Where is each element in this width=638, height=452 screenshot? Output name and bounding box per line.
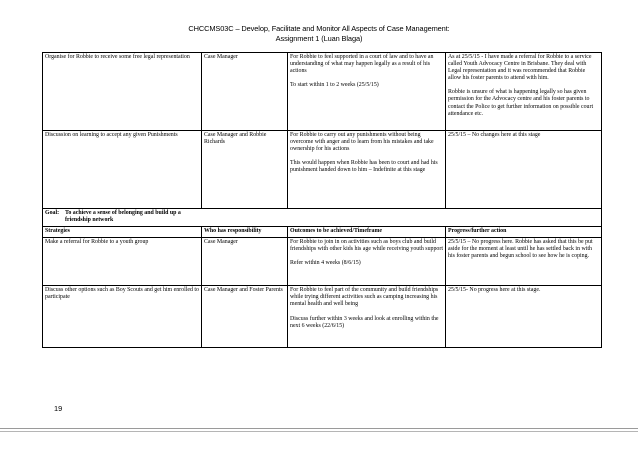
responsibility-cell: Case Manager xyxy=(202,238,288,286)
column-header-progress: Progress/further action xyxy=(446,227,602,238)
responsibility-cell: Case Manager and Foster Parents xyxy=(202,286,288,348)
strategy-cell: Discuss other options such as Boy Scouts and get him enrolled to participate xyxy=(43,286,202,348)
footer-rule-secondary xyxy=(0,431,638,432)
table-row xyxy=(43,238,602,286)
progress-cell: As at 25/5/15 - I have made a referral for Robbie to a service called Youth Advocacy Centre in Brisbane. They deal with Legal representation and it was recommended that Robbie allow his foster parents to attend with him. Robbie is unsure of what is happening legally so has given permission for the Advocacy centre and his foster parents to contact the Police to get further information on possible court attendance etc. xyxy=(446,53,602,131)
goal-cell xyxy=(43,209,602,227)
responsibility-cell: Case Manager and Robbie Richards xyxy=(202,131,288,209)
document-header-subtitle: Assignment 1 (Luan Blaga) xyxy=(275,34,363,43)
responsibility-cell: Case Manager xyxy=(202,53,288,131)
column-header-outcomes: Outcomes to be achieved/Timeframe xyxy=(288,227,446,238)
strategy-cell: Organise for Robbie to receive some free legal representation xyxy=(43,53,202,131)
footer-rule xyxy=(0,428,638,429)
table-row xyxy=(43,53,602,131)
outcomes-cell: For Robbie to join in on activities such as boys club and build friendships with other kids his age while receiving youth support Refer within 4 weeks (8/6/15) xyxy=(288,238,446,286)
column-header-strategies: Strategies xyxy=(43,227,202,238)
case-plan-table xyxy=(42,52,602,348)
goal-text: To achieve a sense of belonging and build up a friendship network xyxy=(65,210,181,224)
outcomes-cell: For Robbie to feel part of the community and build friendships while trying different activities such as camping increasing his mental health and well being Discuss further within 3 weeks and look at enrolling within the next 6 weeks (22/6/15) xyxy=(288,286,446,348)
outcomes-cell: For Robbie to feel supported in a court of law and to have an understanding of what may happen legally as a result of his actions To start within 1 to 2 weeks (25/5/15) xyxy=(288,53,446,131)
goal-label: Goal: xyxy=(45,210,60,216)
table-row xyxy=(43,131,602,209)
strategy-cell: Make a referral for Robbie to a youth group xyxy=(43,238,202,286)
progress-cell: 25/5/15 – No changes here at this stage xyxy=(446,131,602,209)
table-row xyxy=(43,286,602,348)
goal-row xyxy=(43,209,602,227)
column-header-row xyxy=(43,227,602,238)
column-header-responsibility: Who has responsibility xyxy=(202,227,288,238)
page-number: 19 xyxy=(54,404,63,413)
progress-cell: 25/5/15- No progress here at this stage. xyxy=(446,286,602,348)
progress-cell: 25/5/15 – No progress here. Robbie has asked that this be put aside for the moment at least until he has settled back in with his foster parents and begun school to see how he is coping. xyxy=(446,238,602,286)
document-header-title: CHCCMS03C – Develop, Facilitate and Monitor All Aspects of Case Management: xyxy=(188,24,450,33)
strategy-cell: Discussion on learning to accept any given Punishments xyxy=(43,131,202,209)
outcomes-cell: For Robbie to carry out any punishments without being overcome with anger and to learn from his mistakes and take ownership for his actions This would happen when Robbie has been to court and had his punishment handed down to him – Indefinite at this stage xyxy=(288,131,446,209)
